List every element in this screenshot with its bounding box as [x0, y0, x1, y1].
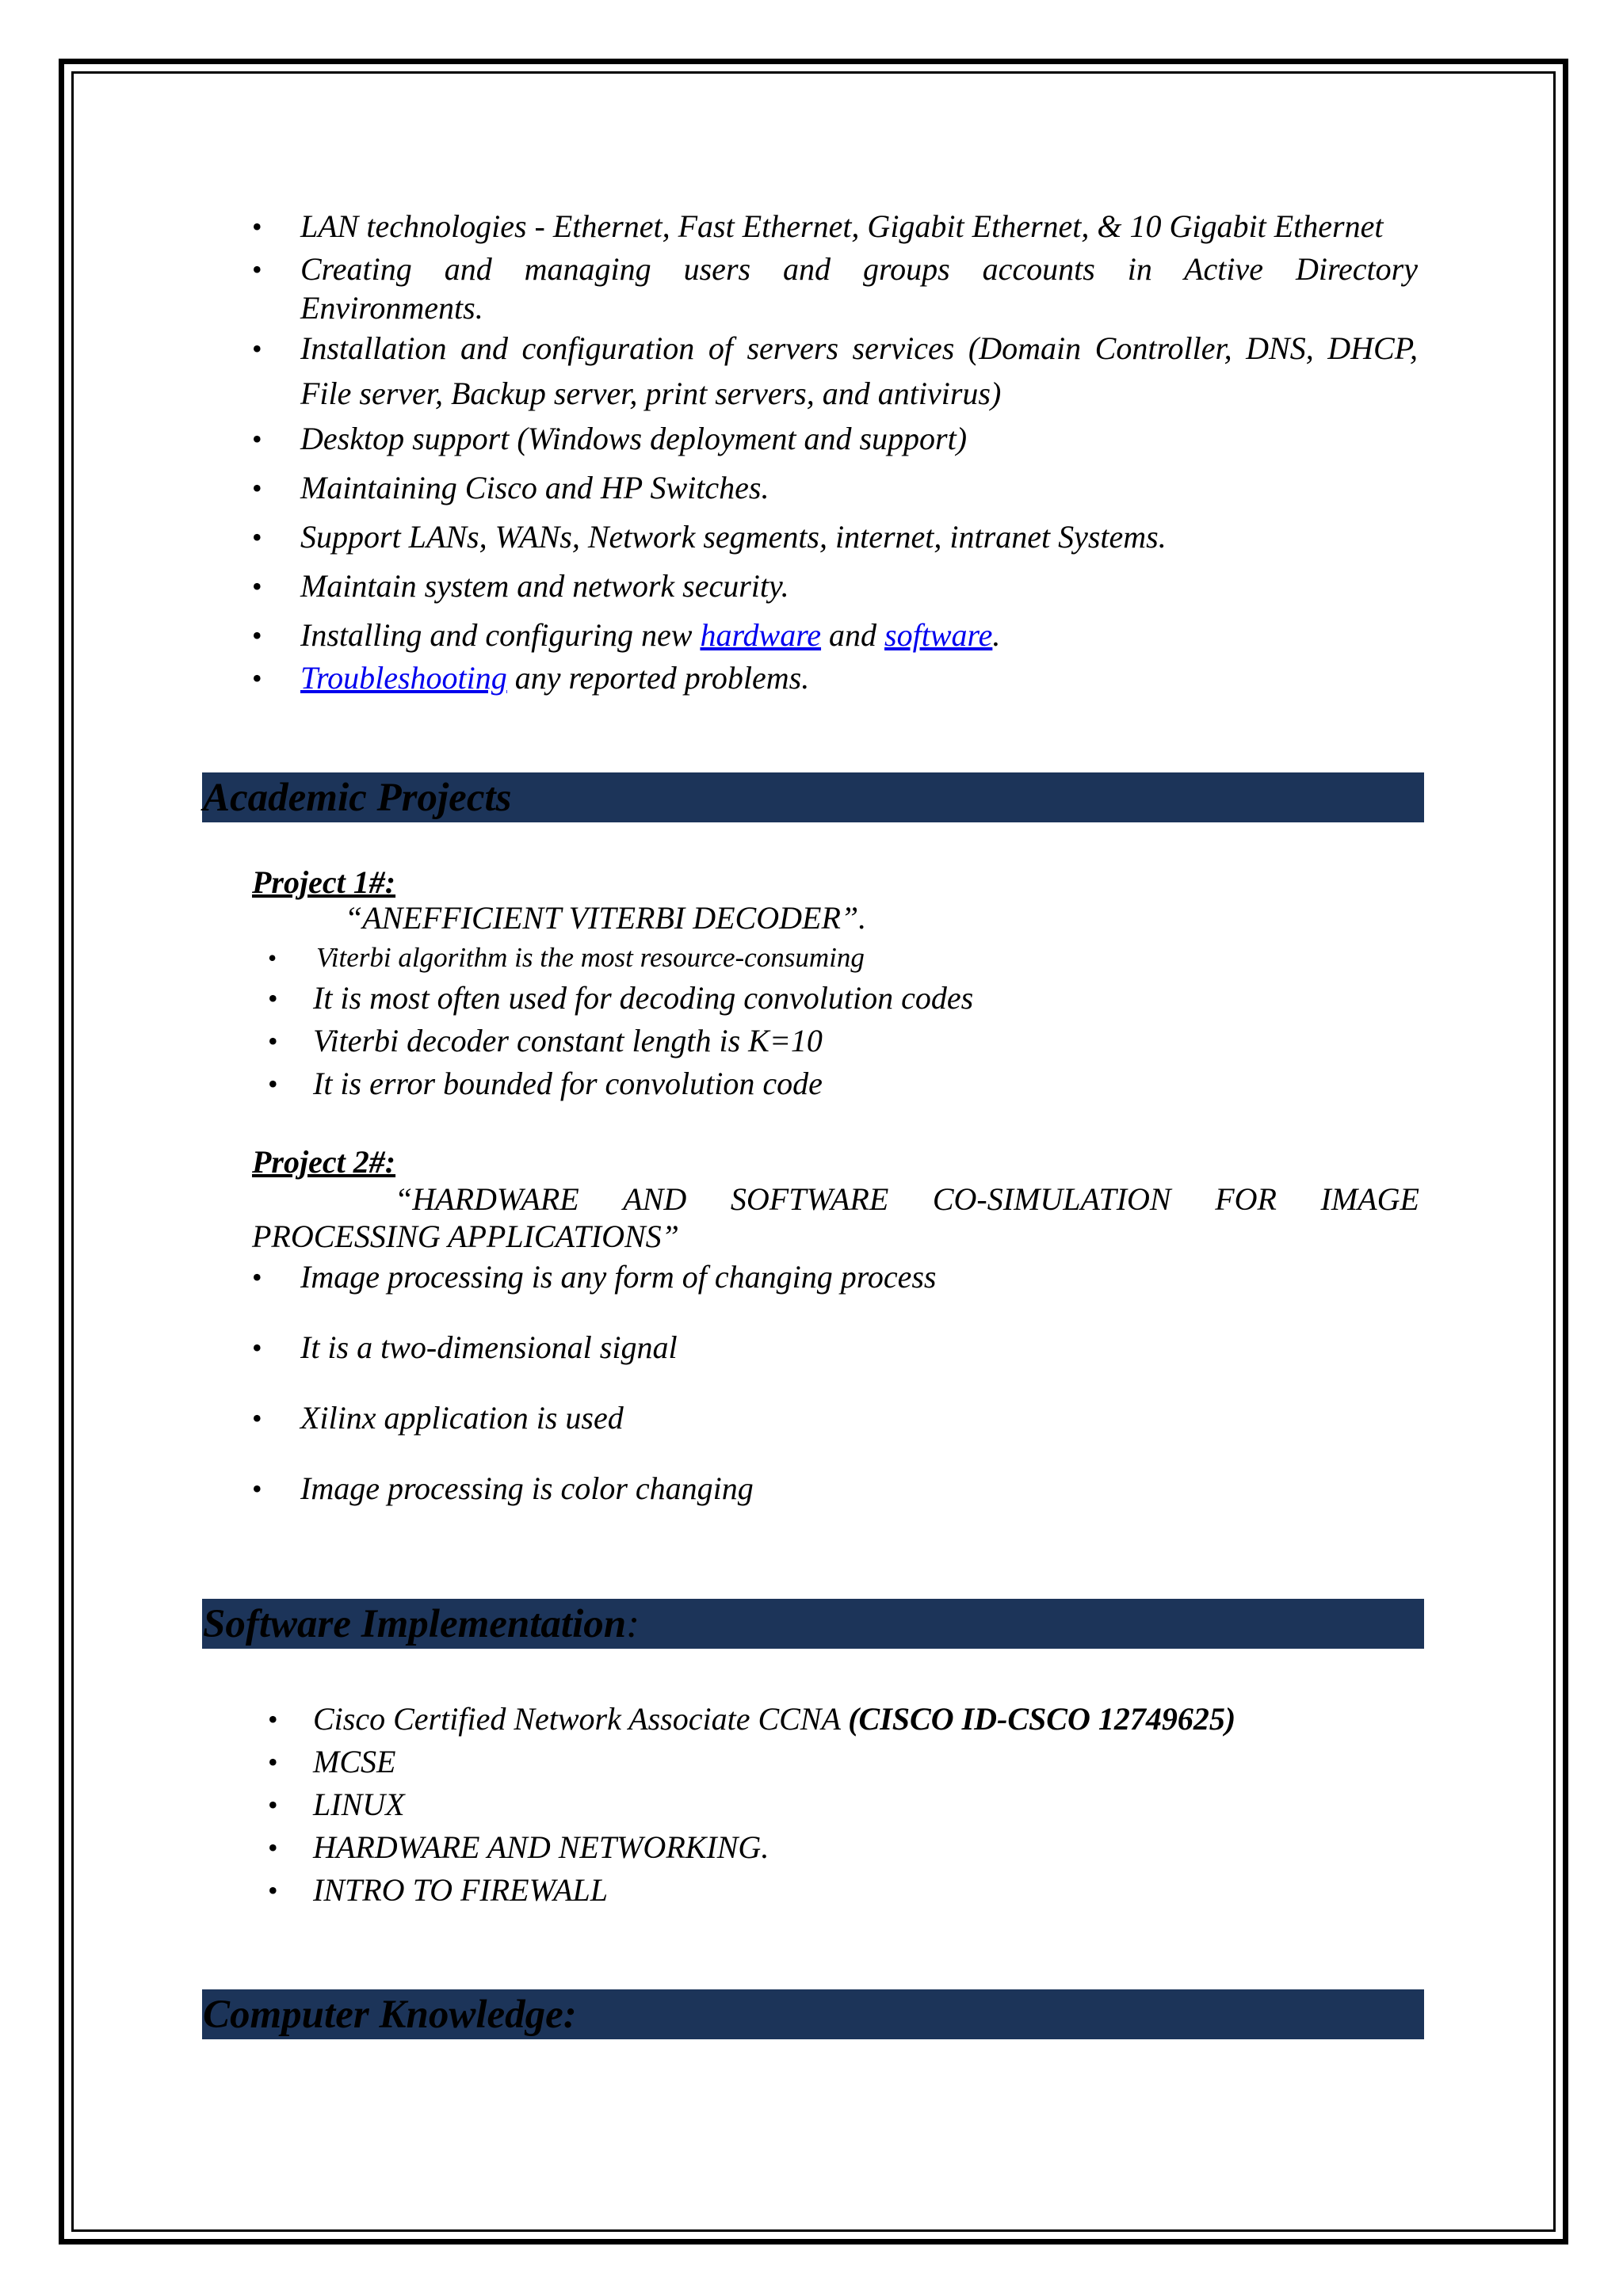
bullet: •	[268, 1068, 278, 1100]
bullet: •	[252, 662, 262, 694]
bullet: •	[268, 1025, 278, 1057]
bullet: •	[268, 1875, 278, 1906]
list-item: Support LANs, WANs, Network segments, internet, intranet Systems.	[300, 519, 1167, 555]
project-2-title-line-2: PROCESSING APPLICATIONS”	[252, 1219, 679, 1254]
list-item-installing	[300, 616, 1000, 654]
installing-prefix: Installing and configuring new	[300, 617, 701, 653]
project-1-title: “ANEFFICIENT VITERBI DECODER”.	[345, 900, 867, 936]
list-item-line: Installation and configuration of servers services (Domain Controller, DNS, DHCP,	[300, 330, 1418, 366]
bullet: •	[252, 472, 262, 504]
list-item: MCSE	[313, 1744, 396, 1779]
hardware-link[interactable]: hardware	[700, 617, 822, 653]
list-item-continuation: File server, Backup server, print servers, and antivirus)	[300, 376, 1002, 411]
section-heading-computer-knowledge: Computer Knowledge:	[203, 1993, 577, 2037]
bullet: •	[252, 521, 262, 553]
list-item-troubleshooting	[300, 659, 809, 697]
list-item	[300, 330, 1418, 368]
bullet: •	[252, 423, 262, 455]
project-1-label: Project 1#:	[252, 864, 396, 900]
list-item: It is error bounded for convolution code	[313, 1066, 823, 1101]
bullet: •	[252, 333, 262, 364]
list-item: Image processing is color changing	[300, 1470, 754, 1506]
section-heading-academic-projects: Academic Projects	[203, 776, 512, 820]
list-item: Viterbi algorithm is the most resource-consuming	[316, 942, 865, 973]
project-2-title-line-1	[395, 1180, 1419, 1219]
ccna-text: Cisco Certified Network Associate CCNA	[313, 1701, 849, 1737]
list-item: Maintaining Cisco and HP Switches.	[300, 470, 769, 505]
heading-colon: :	[626, 1602, 640, 1646]
list-item: Image processing is any form of changing process	[300, 1259, 937, 1295]
heading-label: Software Implementation	[203, 1602, 627, 1646]
list-item: It is a two-dimensional signal	[300, 1329, 678, 1365]
list-item	[300, 250, 1418, 288]
section-heading-software-implementation	[203, 1600, 640, 1650]
installing-middle: and	[821, 617, 885, 653]
bullet: •	[252, 620, 262, 651]
list-item: HARDWARE AND NETWORKING.	[313, 1829, 769, 1865]
bullet: •	[268, 944, 277, 972]
bullet: •	[252, 1473, 262, 1505]
list-item-line: Creating and managing users and groups accounts in Active Directory	[300, 251, 1418, 287]
title-word: IMAGE	[1320, 1181, 1419, 1217]
list-item-continuation: Environments.	[300, 290, 483, 326]
bullet: •	[268, 1832, 278, 1863]
ccna-id: (CISCO ID-CSCO 12749625)	[848, 1701, 1236, 1737]
software-link[interactable]: software	[884, 617, 993, 653]
bullet: •	[268, 1703, 278, 1735]
project-2-label: Project 2#:	[252, 1144, 396, 1180]
list-item: LAN technologies - Ethernet, Fast Ethernet, Gigabit Ethernet, & 10 Gigabit Ethernet	[300, 208, 1384, 244]
list-item: It is most often used for decoding convolution codes	[313, 980, 974, 1016]
bullet: •	[252, 211, 262, 242]
bullet: •	[252, 570, 262, 602]
title-word: FOR	[1215, 1181, 1277, 1217]
list-item: Viterbi decoder constant length is K=10	[313, 1023, 823, 1058]
bullet: •	[252, 1261, 262, 1293]
installing-suffix: .	[992, 617, 1001, 653]
title-word: SOFTWARE	[730, 1181, 889, 1217]
title-word: AND	[623, 1181, 687, 1217]
troubleshooting-suffix: any reported problems.	[506, 660, 810, 696]
troubleshooting-link[interactable]: Troubleshooting	[300, 660, 507, 696]
bullet: •	[252, 1402, 262, 1434]
list-item-ccna	[313, 1700, 1235, 1738]
bullet: •	[252, 1332, 262, 1363]
title-word: CO-SIMULATION	[932, 1181, 1171, 1217]
list-item: Xilinx application is used	[300, 1400, 624, 1436]
bullet: •	[268, 982, 278, 1014]
list-item: LINUX	[313, 1787, 405, 1822]
list-item: INTRO TO FIREWALL	[313, 1872, 609, 1908]
bullet: •	[268, 1746, 278, 1778]
title-word: “HARDWARE	[395, 1181, 579, 1217]
list-item: Maintain system and network security.	[300, 568, 789, 604]
bullet: •	[252, 254, 262, 285]
list-item: Desktop support (Windows deployment and support)	[300, 421, 968, 456]
bullet: •	[268, 1789, 278, 1821]
